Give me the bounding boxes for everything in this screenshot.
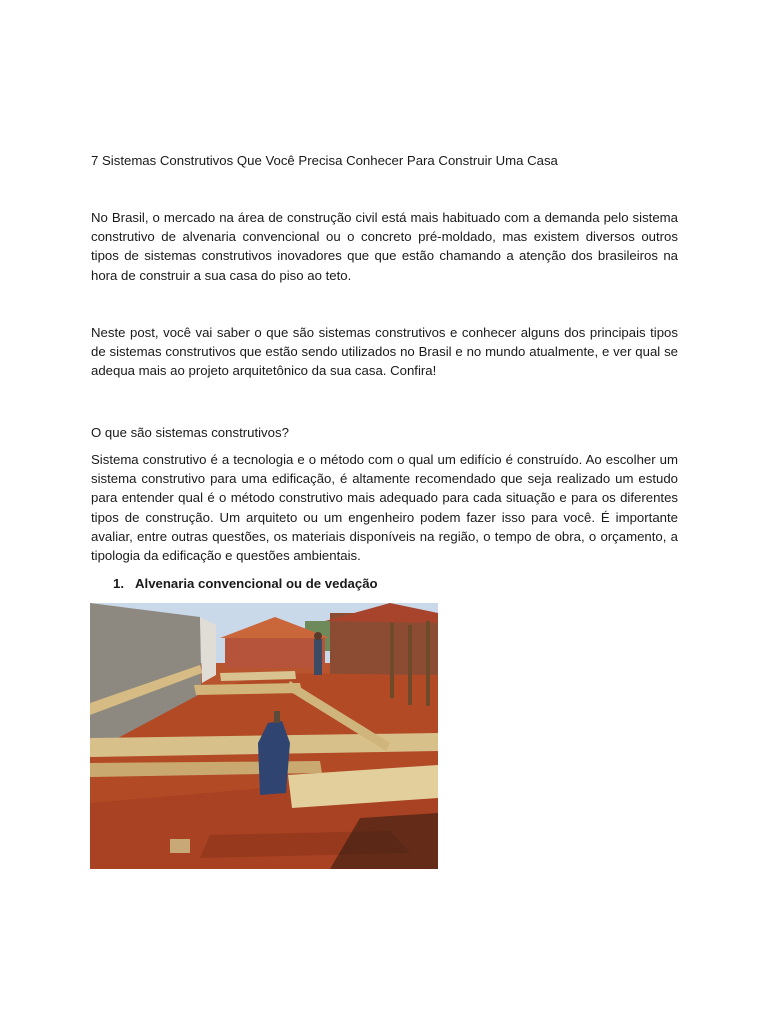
construction-site-photo [90, 603, 438, 869]
intro-paragraph-2: Neste post, você vai saber o que são sistemas construtivos e conhecer alguns dos principais tipos de sistemas construtivos que estão sendo utilizados no Brasil e no mundo atualmente, e ver qual se adequa mais ao projeto arquitetônico da sua casa. Confira! [91, 325, 678, 379]
document-title: 7 Sistemas Construtivos Que Você Precisa Conhecer Para Construir Uma Casa [91, 153, 558, 168]
list-item-heading [113, 574, 378, 593]
intro-paragraph-1: No Brasil, o mercado na área de construção civil está mais habituado com a demanda pelo sistema construtivo de alvenaria convencional ou o concreto pré-moldado, mas existem diversos outros tipos de sistemas construtivos inovadores que que estão chamando a atenção dos brasileiros na hora de construir a sua casa do piso ao teto. [91, 210, 678, 283]
section-heading: O que são sistemas construtivos? [91, 425, 289, 440]
list-item-number: 1. [113, 576, 124, 591]
list-item-label: Alvenaria convencional ou de vedação [135, 576, 378, 591]
section-paragraph: Sistema construtivo é a tecnologia e o método com o qual um edifício é construído. Ao escolher um sistema construtivo para uma edificação, é altamente recomendado que seja realizado um estudo para entender qual é o método construtivo mais adequado para cada situação e para os diferentes tipos de construção. Um arquiteto ou um engenheiro podem fazer isso para você. É importante avaliar, entre outras questões, os materiais disponíveis na região, o tempo de obra, o orçamento, a tipologia da edificação e questões ambientais. [91, 452, 678, 564]
